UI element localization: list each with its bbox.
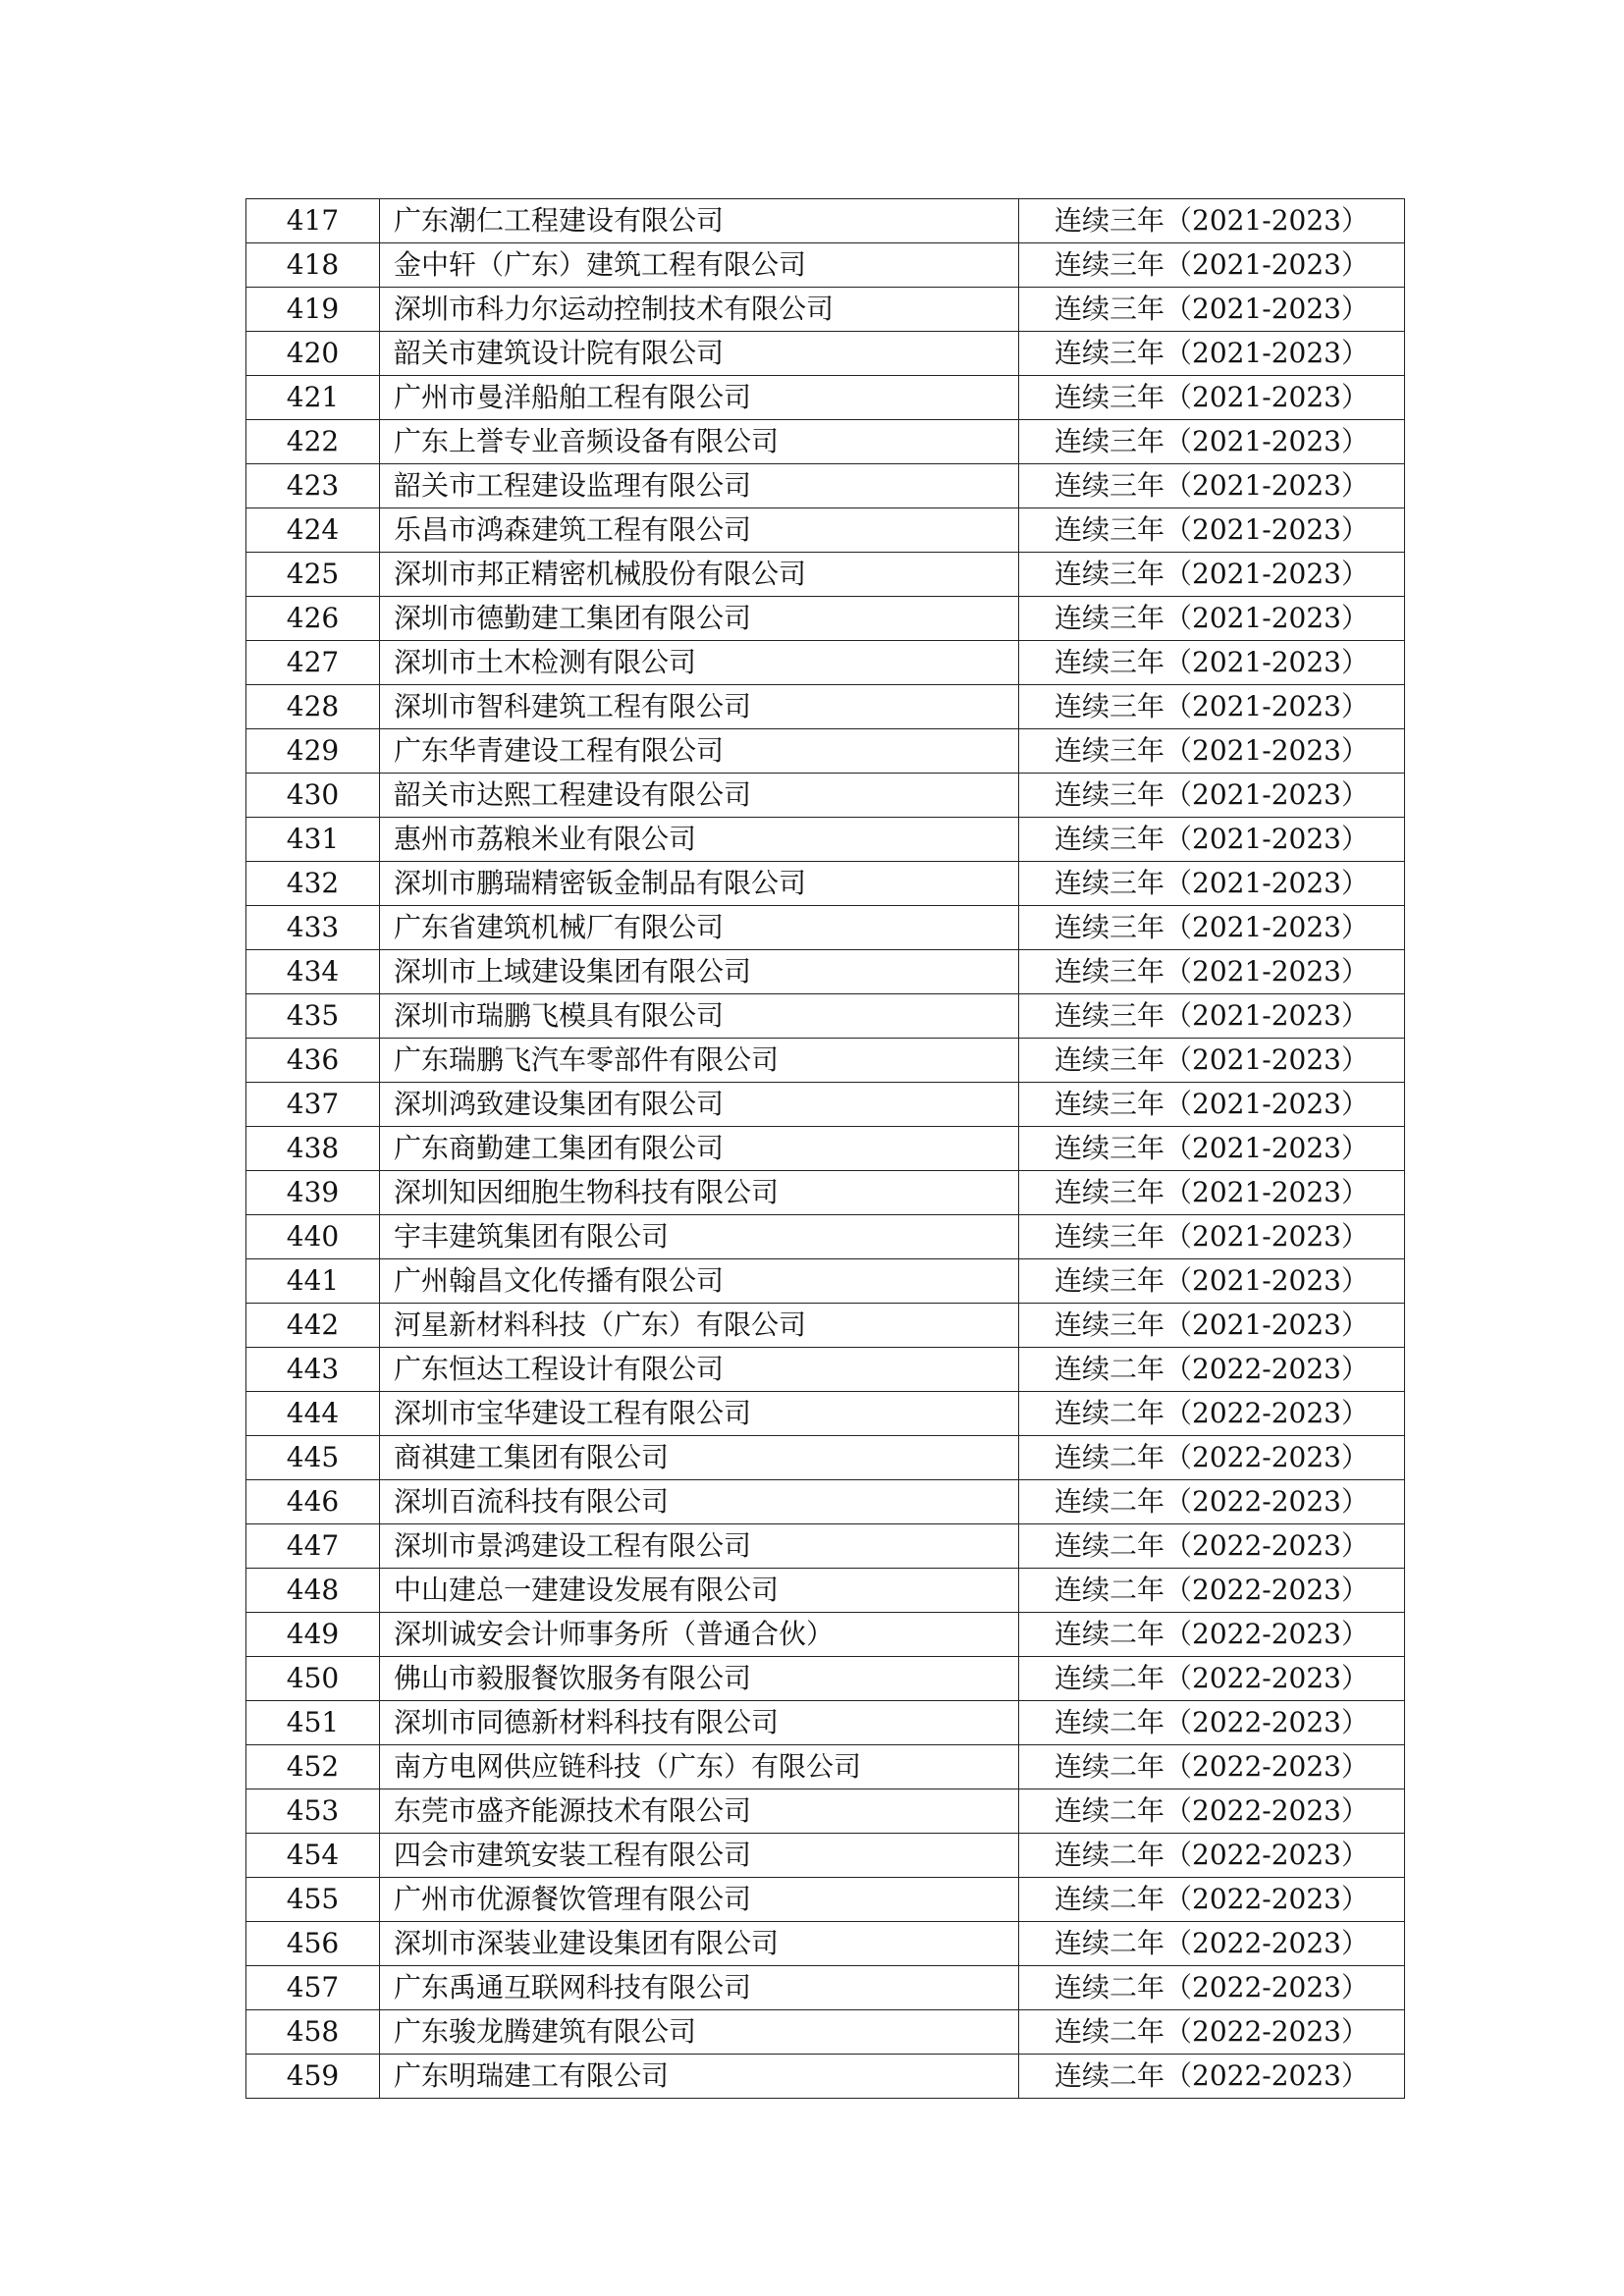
table-row (246, 862, 1405, 906)
row-number: 438 (246, 1127, 380, 1171)
consecutive-years: 连续二年（2022-2023） (1019, 1834, 1405, 1878)
company-name: 韶关市达熙工程建设有限公司 (380, 774, 1019, 818)
table-row (246, 1966, 1405, 2010)
table-row (246, 1657, 1405, 1701)
consecutive-years: 连续三年（2021-2023） (1019, 332, 1405, 376)
company-name: 深圳市科力尔运动控制技术有限公司 (380, 288, 1019, 332)
company-name: 广州市优源餐饮管理有限公司 (380, 1878, 1019, 1922)
row-number: 426 (246, 597, 380, 641)
company-name: 商祺建工集团有限公司 (380, 1436, 1019, 1480)
company-name: 广东华青建设工程有限公司 (380, 729, 1019, 774)
company-name: 深圳市土木检测有限公司 (380, 641, 1019, 685)
consecutive-years: 连续二年（2022-2023） (1019, 2010, 1405, 2055)
table-row (246, 1304, 1405, 1348)
company-name: 广东潮仁工程建设有限公司 (380, 199, 1019, 243)
consecutive-years: 连续二年（2022-2023） (1019, 1657, 1405, 1701)
row-number: 444 (246, 1392, 380, 1436)
consecutive-years: 连续三年（2021-2023） (1019, 199, 1405, 243)
consecutive-years: 连续三年（2021-2023） (1019, 376, 1405, 420)
table-row (246, 1215, 1405, 1259)
row-number: 424 (246, 508, 380, 553)
consecutive-years: 连续二年（2022-2023） (1019, 1569, 1405, 1613)
table-row (246, 1480, 1405, 1524)
company-name: 深圳市鹏瑞精密钣金制品有限公司 (380, 862, 1019, 906)
row-number: 440 (246, 1215, 380, 1259)
row-number: 428 (246, 685, 380, 729)
row-number: 429 (246, 729, 380, 774)
row-number: 448 (246, 1569, 380, 1613)
company-name: 深圳市瑞鹏飞模具有限公司 (380, 994, 1019, 1039)
table-row (246, 332, 1405, 376)
row-number: 457 (246, 1966, 380, 2010)
company-name: 深圳市德勤建工集团有限公司 (380, 597, 1019, 641)
table-row (246, 994, 1405, 1039)
company-name: 深圳百流科技有限公司 (380, 1480, 1019, 1524)
company-name: 深圳市景鸿建设工程有限公司 (380, 1524, 1019, 1569)
consecutive-years: 连续二年（2022-2023） (1019, 1701, 1405, 1745)
company-name: 南方电网供应链科技（广东）有限公司 (380, 1745, 1019, 1789)
table-row (246, 1039, 1405, 1083)
row-number: 436 (246, 1039, 380, 1083)
company-name: 中山建总一建建设发展有限公司 (380, 1569, 1019, 1613)
table-row (246, 2055, 1405, 2099)
consecutive-years: 连续三年（2021-2023） (1019, 862, 1405, 906)
row-number: 421 (246, 376, 380, 420)
table-row (246, 685, 1405, 729)
table-row (246, 1701, 1405, 1745)
table-row (246, 774, 1405, 818)
table-row (246, 1789, 1405, 1834)
row-number: 450 (246, 1657, 380, 1701)
row-number: 454 (246, 1834, 380, 1878)
row-number: 417 (246, 199, 380, 243)
row-number: 453 (246, 1789, 380, 1834)
company-name: 宇丰建筑集团有限公司 (380, 1215, 1019, 1259)
table-row (246, 1524, 1405, 1569)
company-name: 深圳诚安会计师事务所（普通合伙） (380, 1613, 1019, 1657)
company-name: 深圳市深装业建设集团有限公司 (380, 1922, 1019, 1966)
table-row (246, 1436, 1405, 1480)
company-name: 广州市曼洋船舶工程有限公司 (380, 376, 1019, 420)
consecutive-years: 连续三年（2021-2023） (1019, 774, 1405, 818)
table-row (246, 1834, 1405, 1878)
consecutive-years: 连续三年（2021-2023） (1019, 685, 1405, 729)
row-number: 441 (246, 1259, 380, 1304)
row-number: 452 (246, 1745, 380, 1789)
consecutive-years: 连续三年（2021-2023） (1019, 1304, 1405, 1348)
company-name: 惠州市荔粮米业有限公司 (380, 818, 1019, 862)
consecutive-years: 连续二年（2022-2023） (1019, 1745, 1405, 1789)
consecutive-years: 连续三年（2021-2023） (1019, 1039, 1405, 1083)
company-name: 深圳市邦正精密机械股份有限公司 (380, 553, 1019, 597)
consecutive-years: 连续二年（2022-2023） (1019, 1878, 1405, 1922)
company-name: 深圳知因细胞生物科技有限公司 (380, 1171, 1019, 1215)
company-name: 广东骏龙腾建筑有限公司 (380, 2010, 1019, 2055)
row-number: 422 (246, 420, 380, 464)
company-name: 乐昌市鸿森建筑工程有限公司 (380, 508, 1019, 553)
table-row (246, 553, 1405, 597)
table-row (246, 729, 1405, 774)
company-name: 深圳市同德新材料科技有限公司 (380, 1701, 1019, 1745)
table-body (246, 199, 1405, 2099)
row-number: 439 (246, 1171, 380, 1215)
row-number: 445 (246, 1436, 380, 1480)
company-name: 深圳市宝华建设工程有限公司 (380, 1392, 1019, 1436)
consecutive-years: 连续二年（2022-2023） (1019, 1436, 1405, 1480)
row-number: 425 (246, 553, 380, 597)
row-number: 459 (246, 2055, 380, 2099)
consecutive-years: 连续三年（2021-2023） (1019, 641, 1405, 685)
row-number: 434 (246, 950, 380, 994)
table-row (246, 199, 1405, 243)
consecutive-years: 连续二年（2022-2023） (1019, 1966, 1405, 2010)
consecutive-years: 连续三年（2021-2023） (1019, 420, 1405, 464)
table-row (246, 1259, 1405, 1304)
consecutive-years: 连续三年（2021-2023） (1019, 508, 1405, 553)
row-number: 433 (246, 906, 380, 950)
company-name: 广东上誉专业音频设备有限公司 (380, 420, 1019, 464)
table-row (246, 597, 1405, 641)
consecutive-years: 连续三年（2021-2023） (1019, 1171, 1405, 1215)
consecutive-years: 连续二年（2022-2023） (1019, 1348, 1405, 1392)
table-row (246, 1392, 1405, 1436)
company-name: 广东禹通互联网科技有限公司 (380, 1966, 1019, 2010)
table-row (246, 288, 1405, 332)
consecutive-years: 连续二年（2022-2023） (1019, 1789, 1405, 1834)
consecutive-years: 连续二年（2022-2023） (1019, 1392, 1405, 1436)
table-row (246, 1745, 1405, 1789)
consecutive-years: 连续二年（2022-2023） (1019, 2055, 1405, 2099)
table-row (246, 420, 1405, 464)
table-row (246, 1569, 1405, 1613)
company-name: 广东明瑞建工有限公司 (380, 2055, 1019, 2099)
company-name: 韶关市建筑设计院有限公司 (380, 332, 1019, 376)
consecutive-years: 连续三年（2021-2023） (1019, 906, 1405, 950)
row-number: 437 (246, 1083, 380, 1127)
company-name: 广东商勤建工集团有限公司 (380, 1127, 1019, 1171)
company-name: 深圳市智科建筑工程有限公司 (380, 685, 1019, 729)
consecutive-years: 连续三年（2021-2023） (1019, 553, 1405, 597)
consecutive-years: 连续二年（2022-2023） (1019, 1613, 1405, 1657)
table-row (246, 1878, 1405, 1922)
consecutive-years: 连续三年（2021-2023） (1019, 464, 1405, 508)
consecutive-years: 连续二年（2022-2023） (1019, 1524, 1405, 1569)
table-row (246, 1127, 1405, 1171)
row-number: 420 (246, 332, 380, 376)
row-number: 451 (246, 1701, 380, 1745)
row-number: 423 (246, 464, 380, 508)
consecutive-years: 连续三年（2021-2023） (1019, 729, 1405, 774)
table-row (246, 641, 1405, 685)
company-name: 佛山市毅服餐饮服务有限公司 (380, 1657, 1019, 1701)
company-name: 深圳市上域建设集团有限公司 (380, 950, 1019, 994)
consecutive-years: 连续二年（2022-2023） (1019, 1480, 1405, 1524)
consecutive-years: 连续三年（2021-2023） (1019, 818, 1405, 862)
table-row (246, 464, 1405, 508)
company-name: 东莞市盛齐能源技术有限公司 (380, 1789, 1019, 1834)
table-row (246, 2010, 1405, 2055)
table-row (246, 1083, 1405, 1127)
consecutive-years: 连续三年（2021-2023） (1019, 1215, 1405, 1259)
table-row (246, 1613, 1405, 1657)
consecutive-years: 连续二年（2022-2023） (1019, 1922, 1405, 1966)
table-row (246, 818, 1405, 862)
row-number: 456 (246, 1922, 380, 1966)
company-name: 广东瑞鹏飞汽车零部件有限公司 (380, 1039, 1019, 1083)
table-row (246, 1922, 1405, 1966)
consecutive-years: 连续三年（2021-2023） (1019, 1259, 1405, 1304)
row-number: 431 (246, 818, 380, 862)
table-row (246, 950, 1405, 994)
consecutive-years: 连续三年（2021-2023） (1019, 1083, 1405, 1127)
row-number: 443 (246, 1348, 380, 1392)
consecutive-years: 连续三年（2021-2023） (1019, 597, 1405, 641)
row-number: 447 (246, 1524, 380, 1569)
company-name: 广东省建筑机械厂有限公司 (380, 906, 1019, 950)
consecutive-years: 连续三年（2021-2023） (1019, 288, 1405, 332)
row-number: 442 (246, 1304, 380, 1348)
row-number: 455 (246, 1878, 380, 1922)
table-row (246, 508, 1405, 553)
row-number: 432 (246, 862, 380, 906)
company-name: 河星新材料科技（广东）有限公司 (380, 1304, 1019, 1348)
consecutive-years: 连续三年（2021-2023） (1019, 994, 1405, 1039)
consecutive-years: 连续三年（2021-2023） (1019, 950, 1405, 994)
company-list-table (245, 198, 1405, 2099)
row-number: 458 (246, 2010, 380, 2055)
company-name: 深圳鸿致建设集团有限公司 (380, 1083, 1019, 1127)
table-row (246, 1171, 1405, 1215)
row-number: 427 (246, 641, 380, 685)
row-number: 430 (246, 774, 380, 818)
company-name: 四会市建筑安装工程有限公司 (380, 1834, 1019, 1878)
row-number: 419 (246, 288, 380, 332)
company-name: 韶关市工程建设监理有限公司 (380, 464, 1019, 508)
table-row (246, 376, 1405, 420)
row-number: 446 (246, 1480, 380, 1524)
consecutive-years: 连续三年（2021-2023） (1019, 243, 1405, 288)
table-row (246, 906, 1405, 950)
company-name: 广州翰昌文化传播有限公司 (380, 1259, 1019, 1304)
consecutive-years: 连续三年（2021-2023） (1019, 1127, 1405, 1171)
row-number: 449 (246, 1613, 380, 1657)
table-row (246, 243, 1405, 288)
table-row (246, 1348, 1405, 1392)
company-name: 金中轩（广东）建筑工程有限公司 (380, 243, 1019, 288)
row-number: 435 (246, 994, 380, 1039)
company-name: 广东恒达工程设计有限公司 (380, 1348, 1019, 1392)
row-number: 418 (246, 243, 380, 288)
